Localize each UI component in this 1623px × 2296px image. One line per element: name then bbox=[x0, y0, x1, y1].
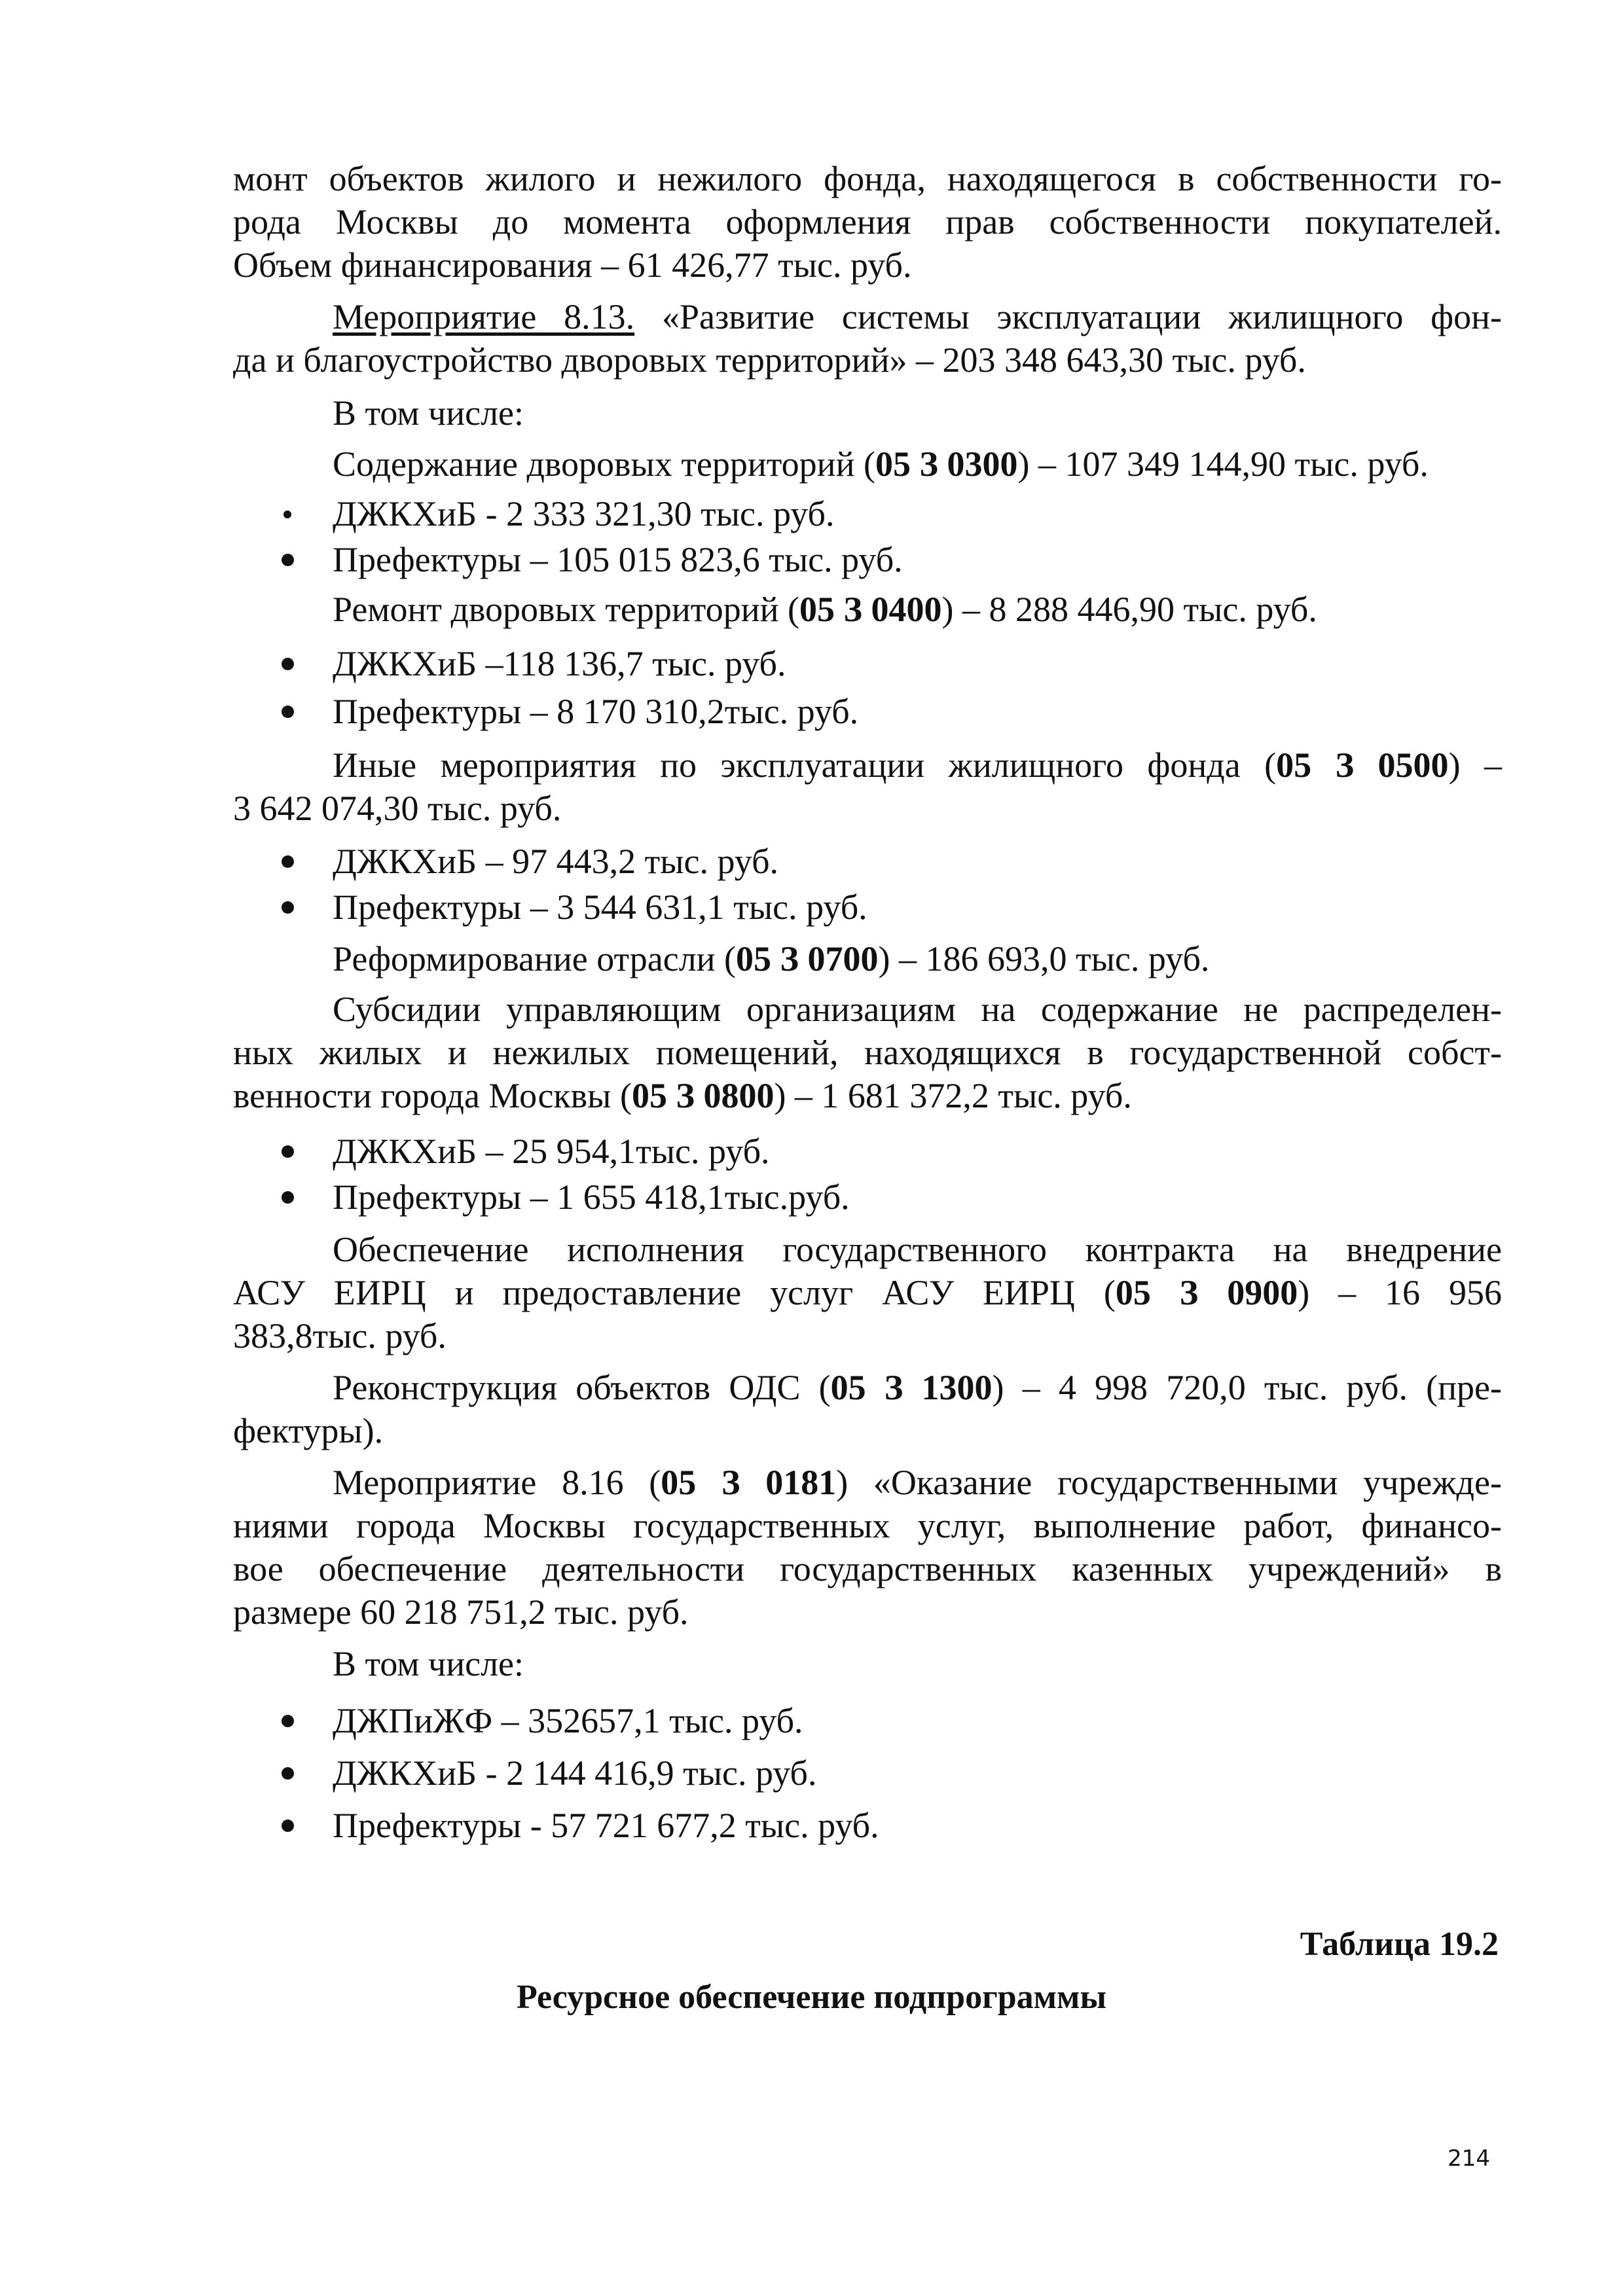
other-measures-line-2 bbox=[233, 787, 1502, 830]
text-line: венности города Москвы ( bbox=[233, 1076, 632, 1115]
text-line: Реконструкция объектов ОДС ( bbox=[333, 1368, 831, 1407]
text-line: Иные мероприятия по эксплуатации жилищного фонда ( bbox=[333, 745, 1277, 785]
bullet-text: Префектуры – 8 170 310,2тыс. руб. bbox=[333, 692, 859, 731]
bullet-text: Префектуры – 1 655 418,1тыс.руб. bbox=[333, 1177, 850, 1217]
bullet-text: Префектуры - 57 721 677,2 тыс. руб. bbox=[333, 1806, 879, 1845]
budget-code: 05 З 1300 bbox=[830, 1368, 993, 1407]
text-line: ) – 107 349 144,90 тыс. руб. bbox=[1017, 444, 1429, 484]
contract-line-3 bbox=[233, 1314, 1502, 1357]
text-line: Содержание дворовых территорий ( bbox=[333, 444, 875, 484]
bullet-dot-icon bbox=[282, 1145, 294, 1158]
text-line: ниями города Москвы государственных услуг, выполнение работ, финансо- bbox=[233, 1506, 1502, 1545]
text-line: В том числе: bbox=[333, 393, 524, 433]
bullet-text: ДЖКХиБ – 25 954,1тыс. руб. bbox=[333, 1132, 770, 1171]
bullet-dot-icon bbox=[282, 855, 294, 868]
reform-line bbox=[233, 937, 1601, 980]
contract-line-2 bbox=[233, 1271, 1502, 1314]
text-line: Ремонт дворовых территорий ( bbox=[333, 590, 799, 629]
budget-code: 05 З 0181 bbox=[661, 1463, 837, 1502]
text-line: ) – 186 693,0 тыс. руб. bbox=[878, 939, 1210, 978]
bullet-dot-icon bbox=[282, 1820, 294, 1832]
measure-8-16-line-1 bbox=[233, 1461, 1502, 1504]
in-total-label-2 bbox=[233, 1642, 1601, 1685]
text-line: ) «Оказание государственными учрежде- bbox=[836, 1463, 1502, 1502]
bullet-text: ДЖКХиБ - 2 144 416,9 тыс. руб. bbox=[333, 1753, 817, 1793]
bullet-dot-icon bbox=[283, 511, 291, 518]
reconstruction-line-1 bbox=[233, 1366, 1502, 1409]
subsidy-line-2 bbox=[233, 1031, 1502, 1074]
bullet-text: Префектуры – 3 544 631,1 тыс. руб. bbox=[333, 888, 867, 927]
text-line: АСУ ЕИРЦ и предоставление услуг АСУ ЕИРЦ ( bbox=[233, 1273, 1116, 1312]
text-line: рода Москвы до момента оформления прав собственности покупателей. bbox=[233, 202, 1502, 242]
text-line: «Развитие системы эксплуатации жилищного фон- bbox=[634, 297, 1502, 336]
page-number: 214 bbox=[1448, 2145, 1490, 2172]
in-total-label-1 bbox=[233, 391, 1601, 435]
budget-code: 05 З 0400 bbox=[799, 590, 942, 629]
measure-8-16-line-4 bbox=[233, 1590, 1502, 1634]
repair-line bbox=[233, 588, 1601, 631]
text-line: ) – 1 681 372,2 тыс. руб. bbox=[774, 1076, 1132, 1115]
text-line: 3 642 074,30 тыс. руб. bbox=[233, 789, 562, 828]
budget-code: 05 З 0700 bbox=[736, 939, 879, 978]
bullet-dot-icon bbox=[282, 554, 294, 566]
text-line: ) – bbox=[1448, 745, 1502, 785]
other-measures-line-1 bbox=[233, 744, 1502, 787]
subsidy-line-3 bbox=[233, 1074, 1502, 1117]
bullet-dot-icon bbox=[282, 1767, 294, 1780]
intro-line-1 bbox=[233, 157, 1502, 200]
text-line: ) – 8 288 446,90 тыс. руб. bbox=[941, 590, 1317, 629]
text-line: Обеспечение исполнения государственного контракта на внедрение bbox=[333, 1230, 1502, 1269]
text-line: Реформирование отрасли ( bbox=[333, 939, 737, 978]
text-line: ) – 16 956 bbox=[1298, 1273, 1502, 1312]
text-line: да и благоустройство дворовых территорий» – 203 348 643,30 тыс. руб. bbox=[233, 340, 1306, 380]
budget-code: 05 З 0300 bbox=[875, 444, 1018, 484]
text-line: Объем финансирования – 61 426,77 тыс. руб. bbox=[233, 245, 912, 285]
text-line: Субсидии управляющим организациям на содержание не распределен- bbox=[333, 990, 1502, 1029]
bullet-dot-icon bbox=[282, 901, 294, 914]
maintenance-line bbox=[233, 442, 1601, 486]
reconstruction-line-2 bbox=[233, 1409, 1502, 1452]
budget-code: 05 З 0500 bbox=[1276, 745, 1449, 785]
text-line: В том числе: bbox=[333, 1644, 524, 1683]
bullet-dot-icon bbox=[282, 1191, 294, 1204]
bullet-dot-icon bbox=[282, 658, 294, 670]
table-title: Таблица 19.2 bbox=[1300, 1926, 1499, 1963]
text-line: монт объектов жилого и нежилого фонда, находящегося в собственности го- bbox=[233, 159, 1502, 198]
text-line: ) – 4 998 720,0 тыс. руб. (пре- bbox=[992, 1368, 1502, 1407]
measure-8-13-line-2 bbox=[233, 338, 1502, 382]
bullet-text: ДЖКХиБ –118 136,7 тыс. руб. bbox=[333, 644, 786, 683]
bullet-text: Префектуры – 105 015 823,6 тыс. руб. bbox=[333, 540, 903, 579]
measure-8-13-line-1 bbox=[233, 295, 1502, 338]
text-line: 383,8тыс. руб. bbox=[233, 1316, 447, 1355]
text-line: вое обеспечение деятельности государственных казенных учреждений» в bbox=[233, 1549, 1502, 1588]
measure-8-16-line-2 bbox=[233, 1504, 1502, 1547]
intro-line-2 bbox=[233, 200, 1502, 243]
intro-line-3 bbox=[233, 243, 1502, 287]
text-line: размере 60 218 751,2 тыс. руб. bbox=[233, 1592, 689, 1632]
contract-line-1 bbox=[233, 1228, 1502, 1271]
bullet-text: ДЖПиЖФ – 352657,1 тыс. руб. bbox=[333, 1701, 803, 1740]
text-line: Мероприятие 8.16 ( bbox=[333, 1463, 661, 1502]
text-line: фектуры). bbox=[233, 1411, 384, 1450]
bullet-dot-icon bbox=[282, 706, 294, 718]
budget-code: 05 З 0800 bbox=[631, 1076, 775, 1115]
measure-8-16-line-3 bbox=[233, 1547, 1502, 1590]
bullet-dot-icon bbox=[282, 1715, 294, 1727]
bullet-text: ДЖКХиБ – 97 443,2 тыс. руб. bbox=[333, 842, 779, 881]
subsidy-line-1 bbox=[233, 988, 1502, 1031]
text-line: ных жилых и нежилых помещений, находящихся в государственной собст- bbox=[233, 1033, 1502, 1072]
budget-code: 05 З 0900 bbox=[1115, 1273, 1298, 1312]
bullet-text: ДЖКХиБ - 2 333 321,30 тыс. руб. bbox=[333, 494, 835, 533]
table-caption: Ресурсное обеспечение подпрограммы bbox=[516, 1979, 1107, 2016]
measure-8-13-link: Мероприятие 8.13. bbox=[333, 297, 635, 336]
